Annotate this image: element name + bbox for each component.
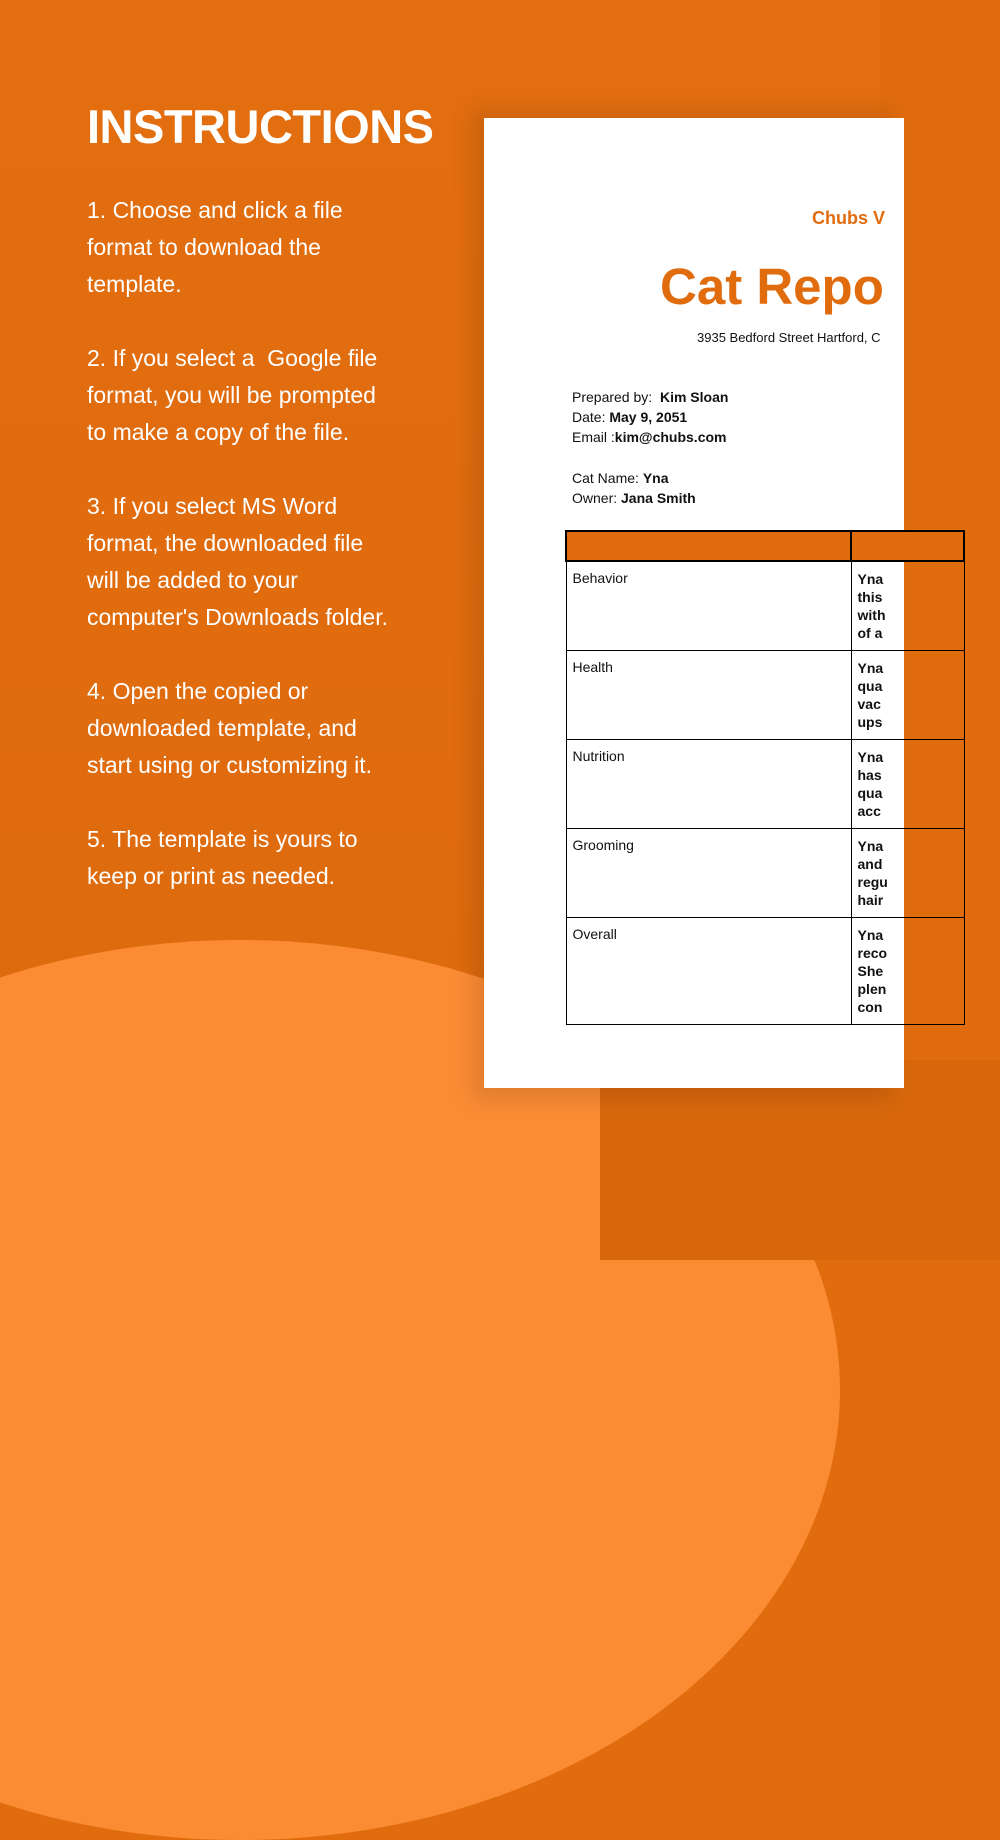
instruction-step-3: 3. If you select MS Word format, the downloaded file will be added to your computer's Downloads folder.: [87, 493, 388, 630]
date-line: [572, 409, 687, 425]
row-text: [851, 918, 964, 1025]
email-value: kim@chubs.com: [614, 429, 727, 445]
report-table: [565, 530, 965, 1025]
table-header-cell: [566, 531, 851, 561]
cat-name-value: Yna: [642, 470, 669, 486]
row-text-content: Yna has qua acc: [857, 749, 884, 819]
table-row: [566, 561, 964, 651]
date-value: May 9, 2051: [609, 409, 688, 425]
prepared-by-label: Prepared by:: [572, 389, 653, 405]
document-title: Cat Repo: [660, 258, 884, 315]
row-text-content: Yna this with of a: [857, 571, 886, 641]
row-text: [851, 829, 964, 918]
prepared-by-value: Kim Sloan: [659, 389, 729, 405]
company-name: Chubs V: [812, 208, 886, 228]
row-text: [851, 740, 964, 829]
row-text-content: Yna reco She plen con: [857, 927, 888, 1015]
table-header-row: [566, 531, 964, 561]
cat-name-label: Cat Name:: [572, 470, 639, 486]
owner-label: Owner:: [572, 490, 618, 506]
row-category: Nutrition: [566, 740, 851, 829]
owner-value: Jana Smith: [621, 490, 696, 506]
instruction-step-5: 5. The template is yours to keep or print as needed.: [87, 826, 358, 889]
company-address: 3935 Bedford Street Hartford, C: [697, 330, 881, 345]
owner-line: [572, 490, 696, 506]
row-text: [851, 651, 964, 740]
date-label: Date:: [572, 409, 606, 425]
table-header-cell: [851, 531, 964, 561]
row-category: Behavior: [566, 561, 851, 651]
instructions-panel: [87, 100, 434, 932]
instructions-title: INSTRUCTIONS: [87, 100, 434, 153]
document-preview: [484, 118, 904, 1088]
row-category: Grooming: [566, 829, 851, 918]
instruction-step-2: 2. If you select a Google file format, you will be prompted to make a copy of the file.: [87, 345, 378, 445]
table-row: [566, 651, 964, 740]
cat-name-line: [572, 470, 669, 486]
prepared-by-line: [572, 389, 728, 405]
table-row: [566, 918, 964, 1025]
row-text-content: Yna qua vac ups: [857, 660, 884, 730]
row-text: [851, 561, 964, 651]
row-category: Health: [566, 651, 851, 740]
table-row: [566, 740, 964, 829]
row-text-content: Yna and regu hair: [857, 838, 888, 908]
table-row: [566, 829, 964, 918]
instruction-step-1: 1. Choose and click a file format to download the template.: [87, 197, 343, 297]
instruction-step-4: 4. Open the copied or downloaded template, and start using or customizing it.: [87, 678, 373, 778]
email-line: [572, 429, 726, 445]
row-category: Overall: [566, 918, 851, 1025]
email-label: Email :: [572, 429, 615, 445]
